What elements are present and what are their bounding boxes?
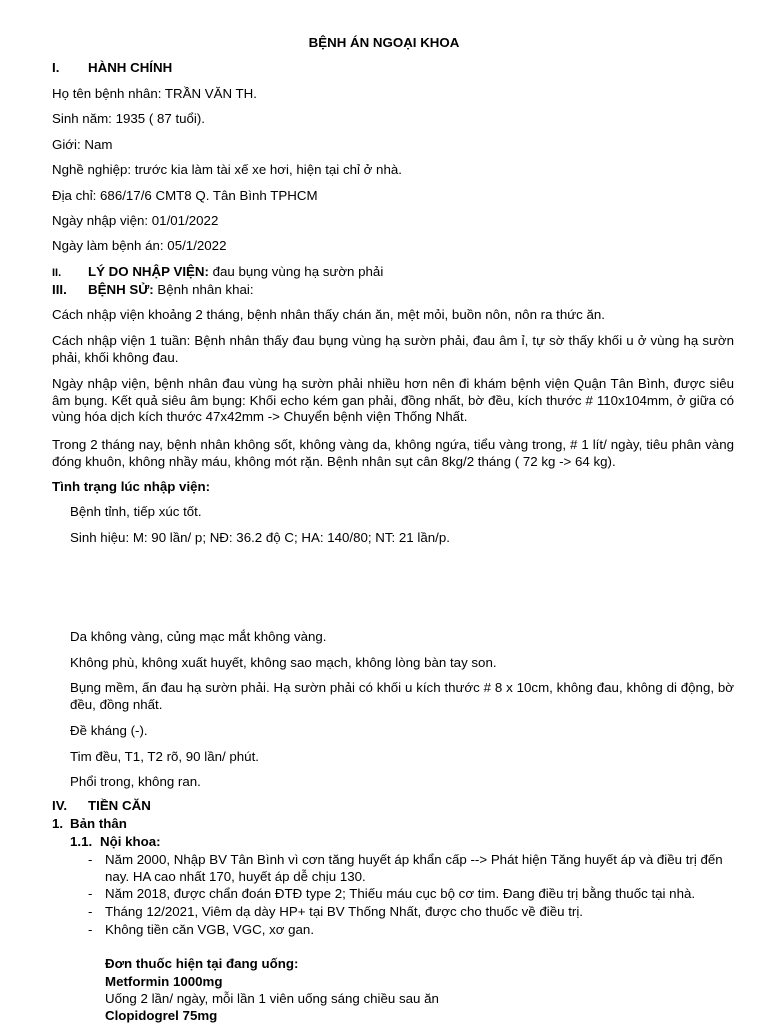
occupation: Nghề nghiệp: trước kia làm tài xế xe hơi, hiện tại chỉ ở nhà. (52, 162, 402, 177)
history-paragraph-2: Cách nhập viện 1 tuần: Bệnh nhân thấy đau bụng vùng hạ sườn phải, đau âm ỉ, tự sờ thấy khối u ở vùng hạ sườn phải, khối không đau. (52, 333, 734, 365)
exam-heart: Tim đều, T1, T2 rõ, 90 lần/ phút. (70, 749, 259, 764)
section-3-title: BỆNH SỬ: (88, 282, 154, 297)
section-2-number: II. (52, 267, 62, 279)
admission-reason: đau bụng vùng hạ sườn phải (208, 264, 384, 279)
history-item-2: Năm 2018, được chẩn đoán ĐTĐ type 2; Thiếu máu cục bộ cơ tim. Đang điều trị bằng thuốc tại nhà. (105, 886, 696, 901)
consciousness-status: Bệnh tỉnh, tiếp xúc tốt. (70, 504, 202, 519)
history-item-1: Năm 2000, Nhập BV Tân Bình vì cơn tăng huyết áp khẩn cấp --> Phát hiện Tăng huyết áp và điều trị đến nay. HA cao nhất 170, huyết áp dễ chịu 130. (105, 852, 723, 884)
exam-abdomen: Bụng mềm, ấn đau hạ sườn phải. Hạ sườn phải có khối u kích thước # 8 x 10cm, không đau, không di động, bờ đều, đồng nhất. (70, 680, 734, 712)
subsection-1-heading (52, 816, 734, 833)
subsection-1-1-title: Nội khoa: (100, 834, 161, 849)
history-intro: Bệnh nhân khai: (153, 282, 254, 297)
subsection-1-title: Bản thân (70, 816, 127, 831)
section-3-line (52, 282, 734, 299)
history-paragraph-4: Trong 2 tháng nay, bệnh nhân không sốt, không vàng da, không ngứa, tiểu vàng trong, # 1 lít/ ngày, tiêu phân vàng đóng khuôn, không nhầy máu, không mót rặn. Bệnh nhân sụt cân 8kg/2 tháng ( 72 kg -> 64 kg). (52, 437, 734, 469)
gender: Giới: Nam (52, 137, 113, 152)
bullet-dash: - (88, 904, 93, 919)
exam-guarding: Đề kháng (-). (70, 723, 148, 738)
subsection-1-1-number: 1.1. (70, 834, 93, 849)
birth-year: Sinh năm: 1935 ( 87 tuổi). (52, 111, 206, 126)
exam-edema: Không phù, không xuất huyết, không sao mạch, không lòng bàn tay son. (70, 655, 497, 670)
section-3-number: III. (52, 282, 67, 297)
subsection-1-1-heading (70, 834, 752, 851)
admission-date: Ngày nhập viện: 01/01/2022 (52, 213, 219, 228)
vital-signs: Sinh hiệu: M: 90 lần/ p; NĐ: 36.2 độ C; HA: 140/80; NT: 21 lần/p. (70, 530, 450, 545)
history-item-4: Không tiền căn VGB, VGC, xơ gan. (105, 922, 315, 937)
patient-name: Họ tên bệnh nhân: TRẦN VĂN TH. (52, 86, 257, 101)
section-4-heading (52, 798, 734, 815)
record-date: Ngày làm bệnh án: 05/1/2022 (52, 238, 227, 253)
address: Địa chỉ: 686/17/6 CMT8 Q. Tân Bình TPHCM (52, 188, 318, 203)
subsection-1-number: 1. (52, 816, 64, 831)
document-title: BỆNH ÁN NGOẠI KHOA (308, 35, 460, 50)
admission-status-heading: Tình trạng lúc nhập viện: (52, 479, 211, 494)
section-1-number: I. (52, 60, 60, 75)
med-2-name: Clopidogrel 75mg (105, 1008, 218, 1023)
bullet-dash: - (88, 852, 93, 867)
med-1-name: Metformin 1000mg (105, 974, 223, 989)
history-paragraph-1: Cách nhập viện khoảng 2 tháng, bệnh nhân thấy chán ăn, mệt mỏi, buồn nôn, nôn ra thức ăn. (52, 307, 605, 322)
section-1-heading (52, 60, 734, 77)
bullet-dash: - (88, 886, 93, 901)
bullet-dash: - (88, 922, 93, 937)
section-4-title: TIỀN CĂN (88, 798, 151, 813)
section-4-number: IV. (52, 798, 68, 813)
history-item-3: Tháng 12/2021, Viêm dạ dày HP+ tại BV Thống Nhất, được cho thuốc về điều trị. (105, 904, 584, 919)
med-1-usage: Uống 2 lần/ ngày, mỗi lần 1 viên uống sáng chiều sau ăn (105, 991, 439, 1006)
exam-lungs: Phổi trong, không ran. (70, 774, 201, 789)
history-paragraph-3: Ngày nhập viện, bệnh nhân đau vùng hạ sườn phải nhiều hơn nên đi khám bệnh viện Quận Tân Bình, được siêu âm bụng. Kết quả siêu âm bụng: Khối echo kém gan phải, đồng nhất, bờ đều, kích thước # 110x104mm, ở giữa có vùng hóa dịch kích thước 47x42mm -> Chuyển bệnh viện Thống Nhất. (52, 376, 734, 424)
current-meds-heading: Đơn thuốc hiện tại đang uống: (105, 956, 299, 971)
exam-skin: Da không vàng, củng mạc mắt không vàng. (70, 629, 327, 644)
section-2-line (52, 264, 734, 282)
section-1-title: HÀNH CHÍNH (88, 60, 173, 75)
section-2-title: LÝ DO NHẬP VIỆN: (88, 264, 209, 279)
